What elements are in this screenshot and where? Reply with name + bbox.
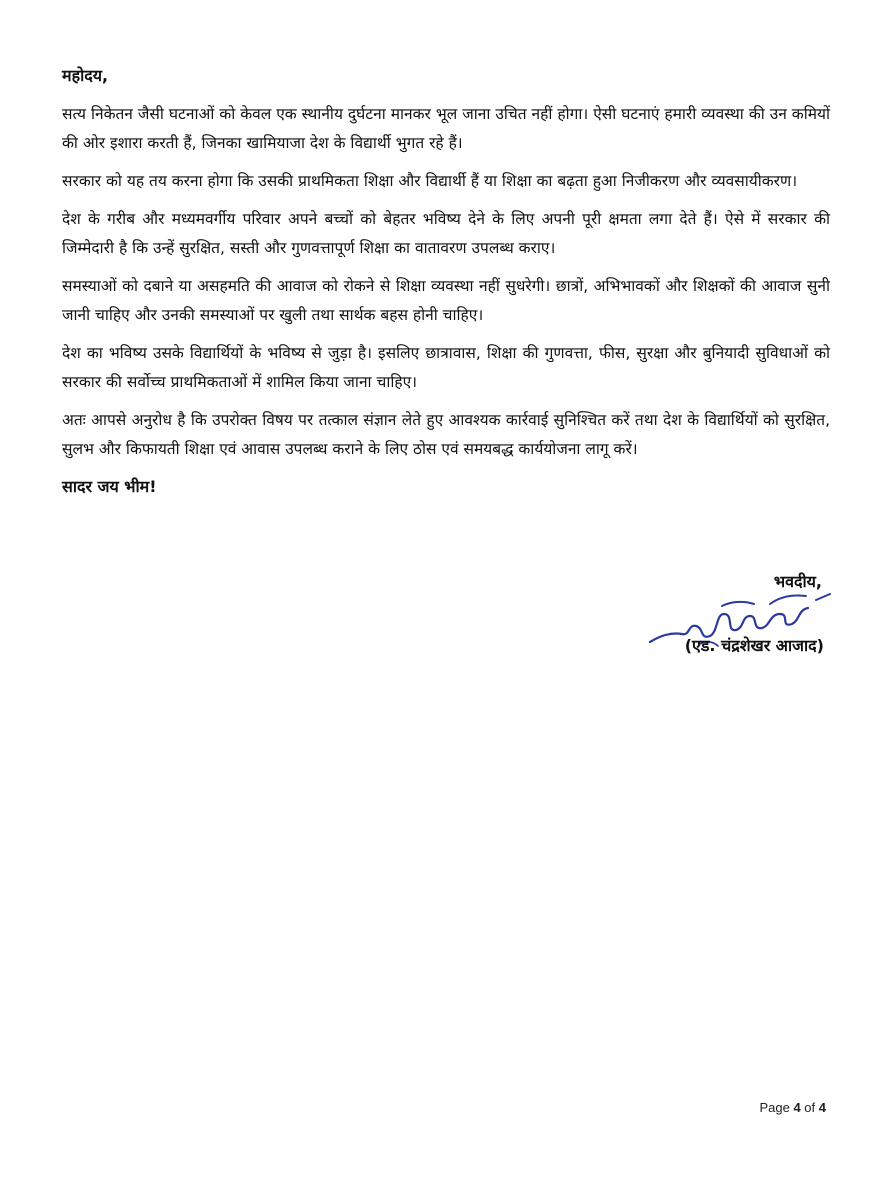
page-total: 4 <box>818 1100 826 1115</box>
page-of: of <box>800 1100 819 1115</box>
signature-block <box>560 560 840 670</box>
page-number <box>759 1100 826 1115</box>
page-current: 4 <box>793 1100 801 1115</box>
salutation: महोदय, <box>62 66 109 85</box>
letter-body <box>62 62 830 501</box>
paragraph-4: समस्याओं को दबाने या असहमति की आवाज को रोकने से शिक्षा व्यवस्था नहीं सुधरेगी। छात्रों, अभिभावकों और शिक्षकों की आवाज सुनी जानी चाहिए और उनकी समस्याओं पर खुली तथा सार्थक बहस होनी चाहिए। <box>62 277 830 324</box>
page-prefix: Page <box>759 1100 794 1115</box>
paragraph-2: सरकार को यह तय करना होगा कि उसकी प्राथमिकता शिक्षा और विद्यार्थी हैं या शिक्षा का बढ़ता हुआ निजीकरण और व्यवसायीकरण। <box>62 172 798 190</box>
paragraph-6: अतः आपसे अनुरोध है कि उपरोक्त विषय पर तत्काल संज्ञान लेते हुए आवश्यक कार्रवाई सुनिश्चित करें तथा देश के विद्यार्थियों को सुरक्षित, सुलभ और किफायती शिक्षा एवं आवास उपलब्ध कराने के लिए ठोस एवं समयबद्ध कार्ययोजना लागू करें। <box>62 411 830 458</box>
paragraph-3: देश के गरीब और मध्यमवर्गीय परिवार अपने बच्चों को बेहतर भविष्य देने के लिए अपनी पूरी क्षमता लगा देते हैं। ऐसे में सरकार की जिम्मेदारी है कि उन्हें सुरक्षित, सस्ती और गुणवत्तापूर्ण शिक्षा का वातावरण उपलब्ध कराए। <box>62 210 830 257</box>
signatory-name: (एड. चंद्रशेखर आजाद) <box>684 636 824 655</box>
paragraph-5: देश का भविष्य उसके विद्यार्थियों के भविष्य से जुड़ा है। इसलिए छात्रावास, शिक्षा की गुणवत्ता, फीस, सुरक्षा और बुनियादी सुविधाओं को सरकार की सर्वोच्च प्राथमिकताओं में शामिल किया जाना चाहिए। <box>62 344 830 391</box>
closing-greeting: सादर जय भीम! <box>62 477 157 496</box>
paragraph-1: सत्य निकेतन जैसी घटनाओं को केवल एक स्थानीय दुर्घटना मानकर भूल जाना उचित नहीं होगा। ऐसी घटनाएं हमारी व्यवस्था की उन कमियों की ओर इशारा करती हैं, जिनका खामियाजा देश के विद्यार्थी भुगत रहे हैं। <box>62 105 830 152</box>
yours-faithfully: भवदीय, <box>773 572 822 591</box>
